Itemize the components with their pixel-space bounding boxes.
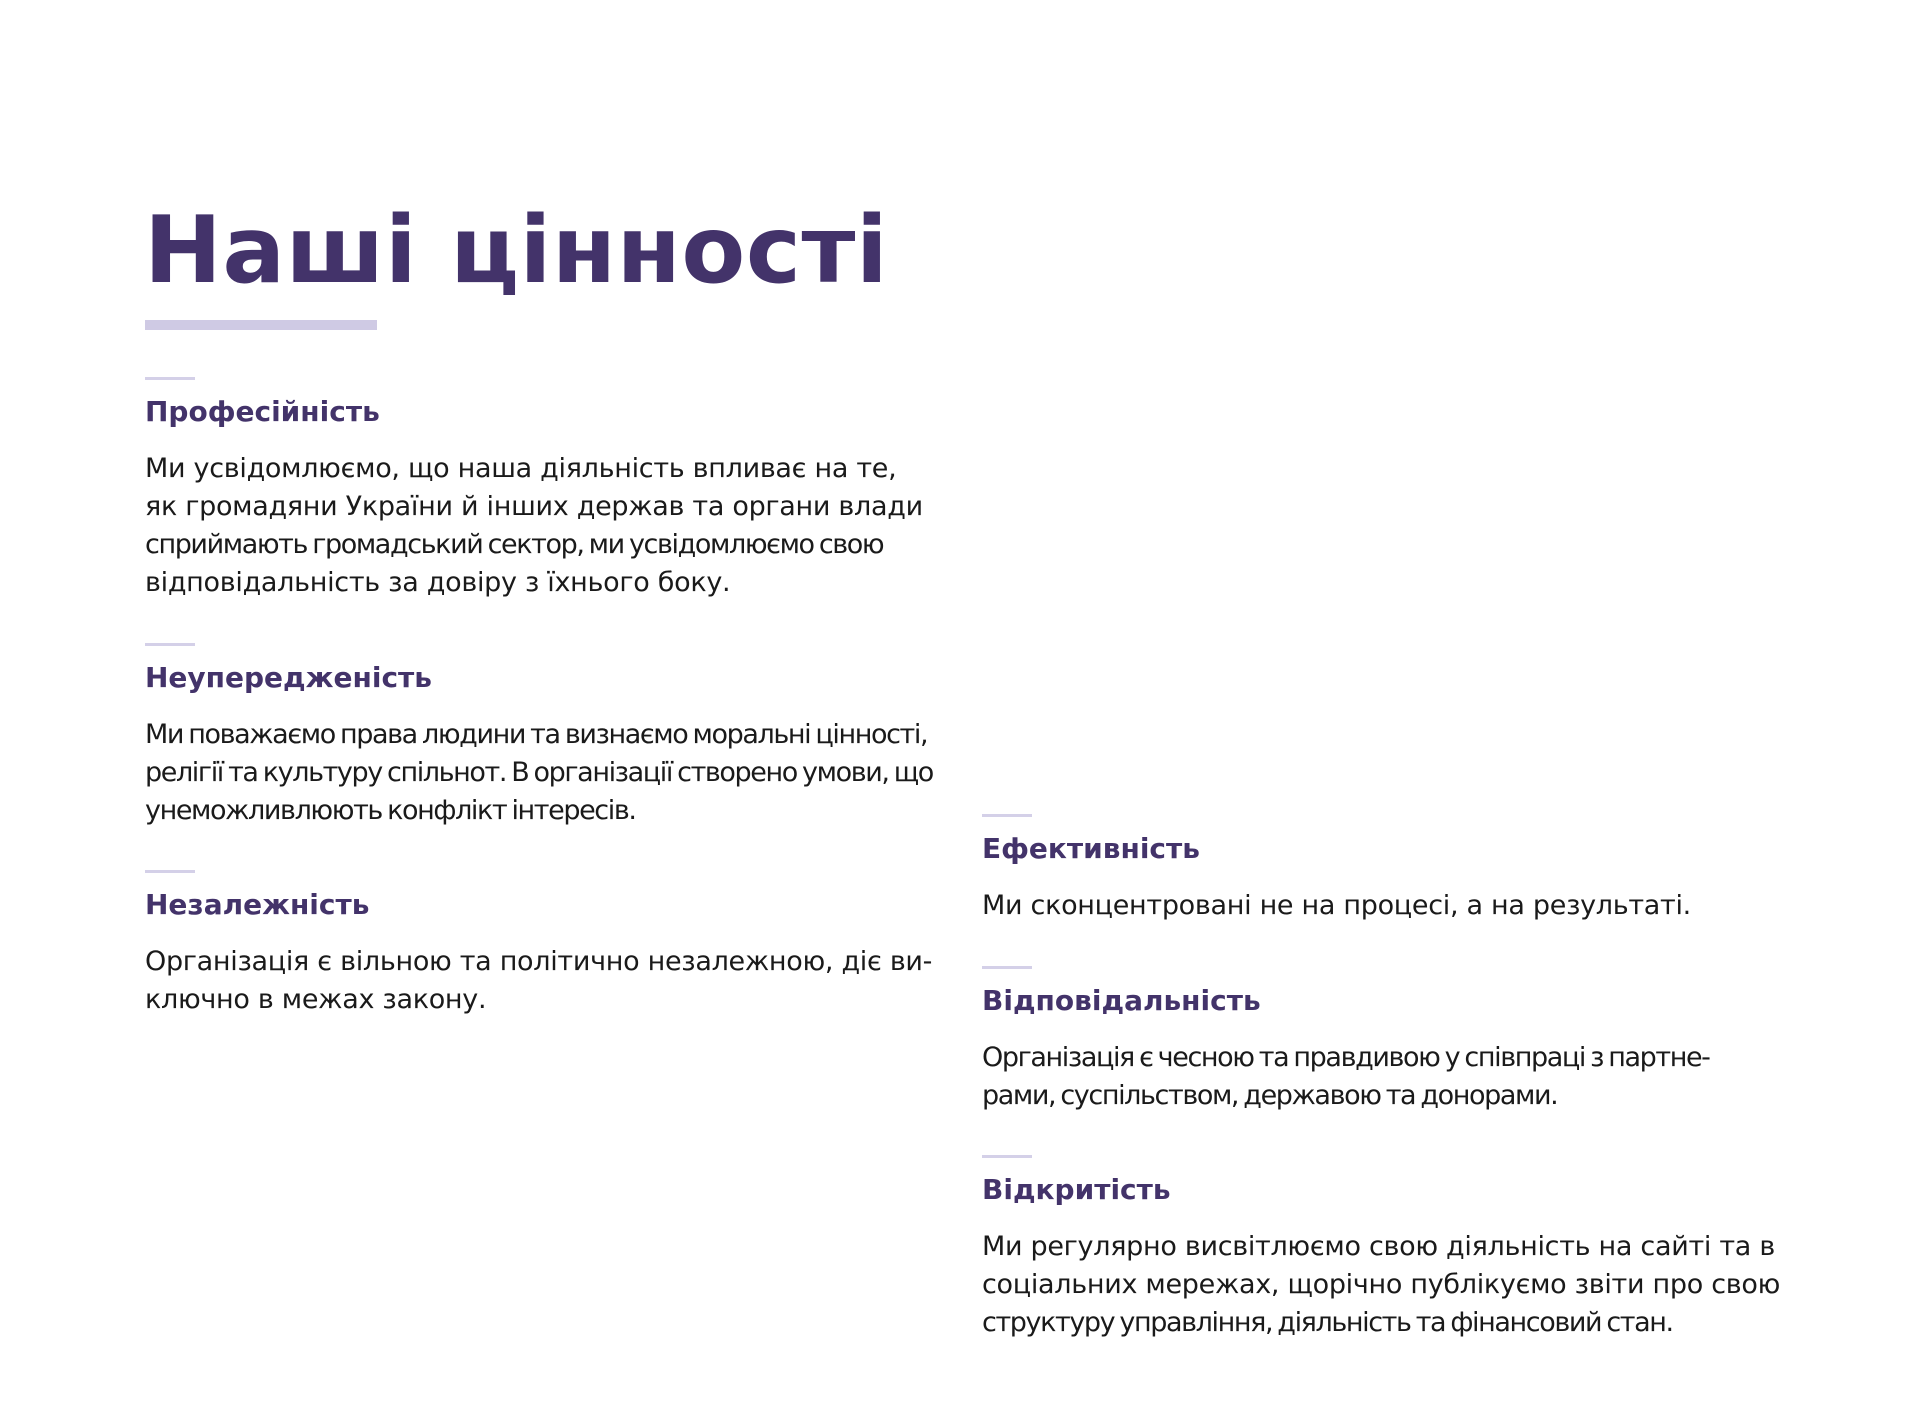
value-text [982, 1039, 1782, 1115]
value-divider [982, 1155, 1032, 1158]
value-text-line: Ми регулярно висвітлюємо свою діяльність на сайті та в [982, 1231, 1775, 1262]
value-divider [982, 814, 1032, 817]
value-heading: Відповідальність [982, 984, 1261, 1017]
value-text [982, 1228, 1782, 1342]
value-text [145, 716, 945, 830]
value-block-impartiality [145, 643, 945, 830]
value-divider [145, 643, 195, 646]
value-block-independence [145, 870, 945, 1019]
value-text-line: Ми поважаємо права людини та визнаємо моральні цінності, [145, 719, 928, 750]
value-text-line: структуру управління, діяльність та фінансовий стан. [982, 1307, 1673, 1338]
value-text-line: Організація є чесною та правдивою у співпраці з партне- [982, 1042, 1710, 1073]
value-text-line: релігії та культуру спільнот. В організації створено умови, що [145, 757, 933, 788]
value-text-line: відповідальність за довіру з їхнього боку. [145, 567, 731, 598]
value-text-line: рами, суспільством, державою та донорами. [982, 1080, 1558, 1111]
value-text-line: Організація є вільною та політично незалежною, діє ви- [145, 946, 933, 977]
value-text [145, 450, 945, 602]
value-block-professionalism [145, 377, 945, 602]
value-divider [982, 966, 1032, 969]
value-block-efficiency [982, 814, 1782, 925]
value-text [145, 943, 945, 1019]
value-text-line: сприймають громадський сектор, ми усвідомлюємо свою [145, 529, 884, 560]
value-divider [145, 377, 195, 380]
value-text-line: Ми сконцентровані не на процесі, а на результаті. [982, 890, 1691, 921]
value-text-line: як громадяни України й інших держав та органи влади [145, 491, 923, 522]
value-heading: Ефективність [982, 832, 1200, 865]
value-heading: Відкритість [982, 1173, 1171, 1206]
title-underline [145, 320, 377, 330]
value-heading: Професійність [145, 395, 380, 428]
value-heading: Неупередженість [145, 661, 432, 694]
value-block-openness [982, 1155, 1782, 1342]
page-title: Наші цінності [144, 196, 889, 304]
value-heading: Незалежність [145, 888, 370, 921]
value-text [982, 887, 1782, 925]
value-text-line: соціальних мережах, щорічно публікуємо звіти про свою [982, 1269, 1781, 1300]
value-divider [145, 870, 195, 873]
value-block-responsibility [982, 966, 1782, 1115]
value-text-line: ключно в межах закону. [145, 984, 487, 1015]
value-text-line: унеможливлюють конфлікт інтересів. [145, 795, 636, 826]
value-text-line: Ми усвідомлюємо, що наша діяльність впливає на те, [145, 453, 897, 484]
